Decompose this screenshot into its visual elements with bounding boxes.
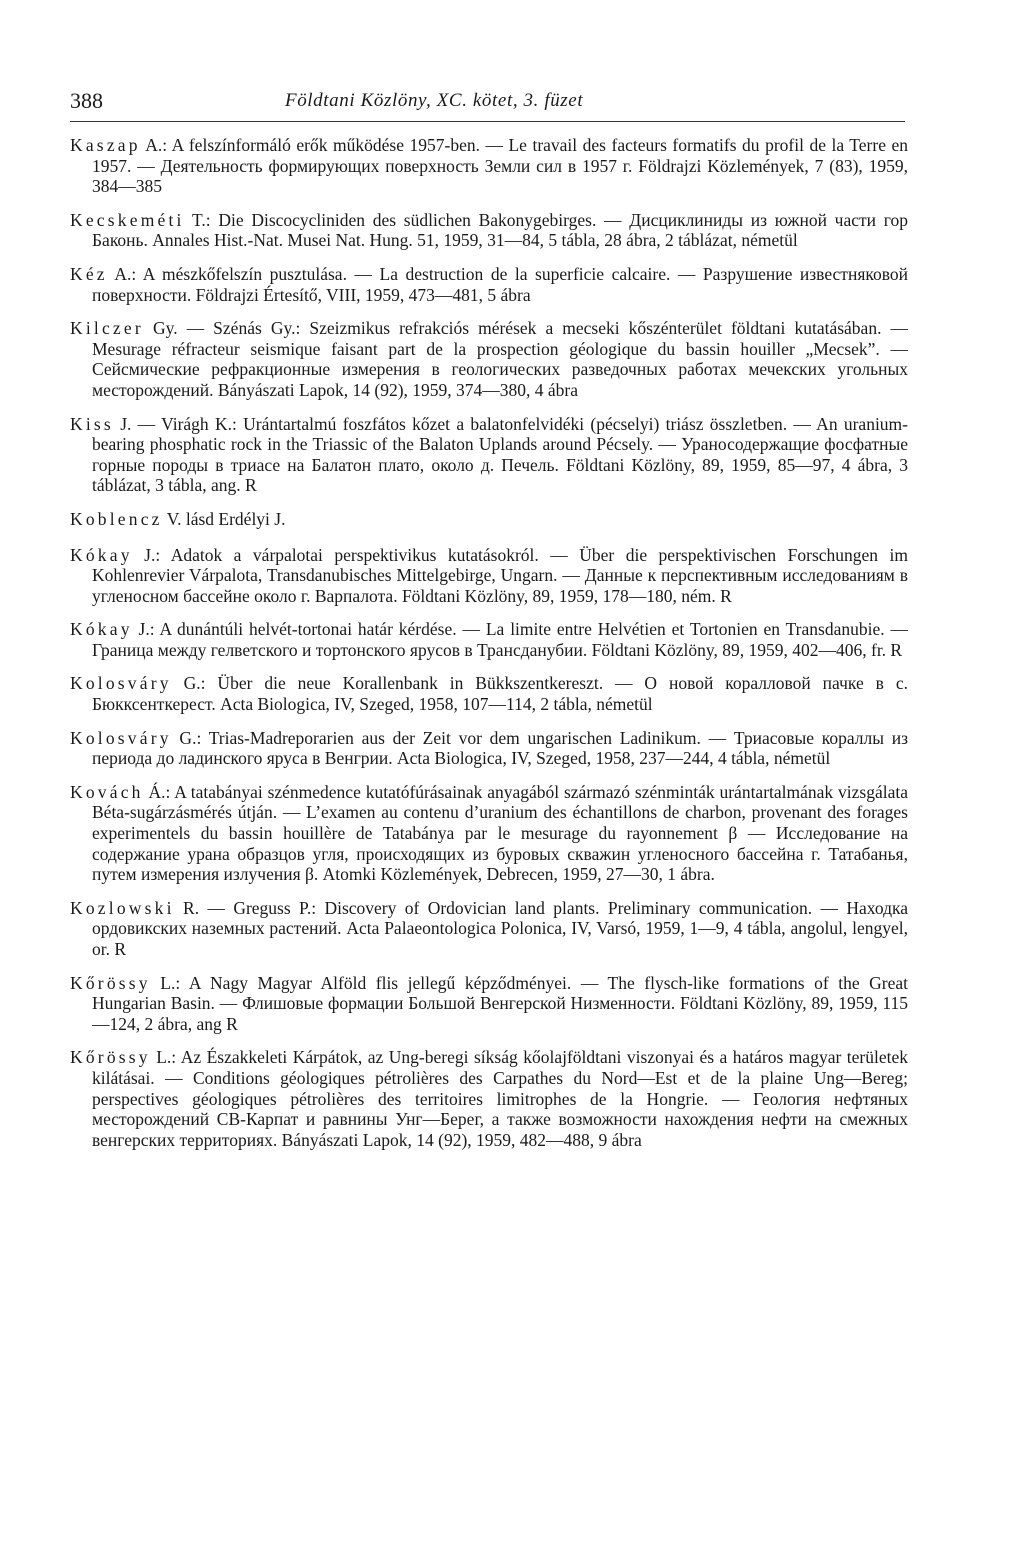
header-rule: [70, 121, 905, 122]
entry-author: Kókay: [70, 544, 133, 565]
entry-author: Kilczer: [70, 318, 144, 339]
entry-author: Kőrössy: [70, 972, 151, 993]
bibliography-entry: [70, 318, 908, 400]
page-number: 388: [70, 88, 103, 113]
entry-text: J. — Virágh K.: Urántartalmú foszfátos kőzet a balatonfelvidéki (pécselyi) triász összletben. — An uranium-bearing phosphatic rock in the Triassic of the Balaton Uplands around Pécsely. — Ураносодержащие фосфатные горные породы в триасе на Балатон плато, около д. Печель. Földtani Közlöny, 89, 1959, 85—97, 4 ábra, 3 táblázat, 3 tábla, ang. R: [92, 413, 908, 496]
bibliography-list: [70, 135, 908, 1150]
bibliography-entry: [70, 264, 908, 305]
entry-text: R. — Greguss P.: Discovery of Ordovician land plants. Preliminary communication. — Находка ордовикских наземных растений. Acta Palaeontologica Polonica, IV, Varsó, 1959, 1—9, 4 tábla, angolul, lengyel, or. R: [92, 897, 908, 959]
entry-text: A.: A mészkőfelszín pusztulása. — La destruction de la superficie calcaire. — Разрушение известняковой поверхности. Földrajzi Értesítő, VIII, 1959, 473—481, 5 ábra: [92, 263, 908, 305]
entry-text: J.: A dunántúli helvét-tortonai határ kérdése. — La limite entre Helvétien et Tortonien en Transdanubie. — Граница между гелветского и тортонского ярусов в Трансданубии. Földtani Közlöny, 89, 1959, 402—406, fr. R: [92, 619, 908, 660]
entry-author: Koblencz: [70, 508, 163, 529]
bibliography-entry: [70, 1047, 908, 1150]
entry-text: Á.: A tatabányai szénmedence kutatófúrásainak anyagából származó szénminták urántartalmának vizsgálata Béta-sugárzásmérés útján. — L’examen au contenu d’uranium des échantillons de charbon, provenant des forages experimentels du bassin houillère de Tatabánya par le mesurage du rayonnement β — Исследование на содержание урана образцов угля, происходящих из буровых скважин угленосного бассейна г. Татабанья, путем измерения излучения β. Atomki Közlemények, Debrecen, 1959, 27—30, 1 ábra.: [92, 781, 908, 885]
bibliography-entry: [70, 509, 908, 530]
bibliography-entry: [70, 673, 908, 714]
bibliography-entry: [70, 135, 908, 197]
entry-author: Kéz: [70, 263, 108, 284]
entry-author: Kolosváry: [70, 727, 172, 748]
entry-author: Kőrössy: [70, 1047, 151, 1068]
running-title: Földtani Közlöny, XC. kötet, 3. füzet: [285, 90, 584, 111]
bibliography-entry: [70, 619, 908, 660]
entry-author: Kaszap: [70, 135, 141, 155]
entry-text: J.: Adatok a várpalotai perspektivikus kutatásokról. — Über die perspektivischen Forschungen im Kohlenrevier Várpalota, Transdanubisches Mittelgebirge, Ungarn. — Данные к перспективным исследованиям в угленосном бассейне около г. Варпалота. Földtani Közlöny, 89, 1959, 178—180, ném. R: [92, 544, 908, 606]
bibliography-entry: [70, 728, 908, 769]
page-header: [70, 88, 905, 118]
entry-author: Kiss: [70, 413, 114, 434]
entry-text: V. lásd Erdélyi J.: [162, 508, 286, 529]
entry-author: Kovách: [70, 781, 144, 802]
entry-text: L.: Az Északkeleti Kárpátok, az Ung-beregi síkság kőolajföldtani viszonyai és a határos magyar területek kilátásai. — Conditions géologiques pétrolières des Carpathes du Nord—Est et de la plaine Ung—Bereg; perspectives géologiques pétrolières des territoires limitrophes de la Hongrie. — Геология нефтяных месторождений СВ-Карпат и равнины Унг—Берег, а также возможности нахождения нефти на смежных венгерских территориях. Bányászati Lapok, 14 (92), 1959, 482—488, 9 ábra: [92, 1047, 908, 1150]
bibliography-entry: [70, 898, 908, 960]
entry-text: G.: Über die neue Korallenbank in Bükkszentkereszt. — О новой коралловой пачке в с. Бюкксенткерест. Acta Biologica, IV, Szeged, 1958, 107—114, 2 tábla, németül: [92, 673, 908, 715]
entry-text: A.: A felszínformáló erők működése 1957-ben. — Le travail des facteurs formatifs du profil de la Terre en 1957. — Деятельность формирующих поверхность Земли сил в 1957 г. Földrajzi Közlemények, 7 (83), 1959, 384—385: [92, 135, 908, 197]
entry-author: Kolosváry: [70, 673, 172, 694]
entry-author: Kozlowski: [70, 897, 175, 918]
entry-text: G.: Trias-Madreporarien aus der Zeit vor dem ungarischen Ladinikum. — Триасовые кораллы из периода до ладинского яруса в Венгрии. Acta Biologica, IV, Szeged, 1958, 237—244, 4 tábla, németül: [92, 727, 908, 769]
entry-author: Kecskeméti: [70, 209, 185, 230]
bibliography-entry: [70, 545, 908, 607]
bibliography-entry: [70, 782, 908, 885]
entry-author: Kókay: [70, 619, 133, 640]
entry-text: L.: A Nagy Magyar Alföld flis jellegű képződményei. — The flysch-like formations of the Great Hungarian Basin. — Флишовые формации Большой Венгерской Низменности. Földtani Közlöny, 89, 1959, 115—124, 2 ábra, ang R: [92, 972, 908, 1034]
bibliography-entry: [70, 210, 908, 251]
entry-text: T.: Die Discocycliniden des südlichen Bakonygebirges. — Дисциклиниды из южной части гор Баконь. Annales Hist.-Nat. Musei Nat. Hung. 51, 1959, 31—84, 5 tábla, 28 ábra, 2 táblázat, németül: [92, 209, 908, 251]
bibliography-entry: [70, 414, 908, 496]
entry-text: Gy. — Szénás Gy.: Szeizmikus refrakciós mérések a mecseki kőszénterület földtani kutatásában. — Mesurage réfracteur seismique faisant part de la prospection géologique du bassin houiller „Mecsek”. — Сейсмические рефракционные измерения в геологических разведочных работах мечекских угольных месторождений. Bányászati Lapok, 14 (92), 1959, 374—380, 4 ábra: [92, 318, 908, 400]
bibliography-entry: [70, 973, 908, 1035]
